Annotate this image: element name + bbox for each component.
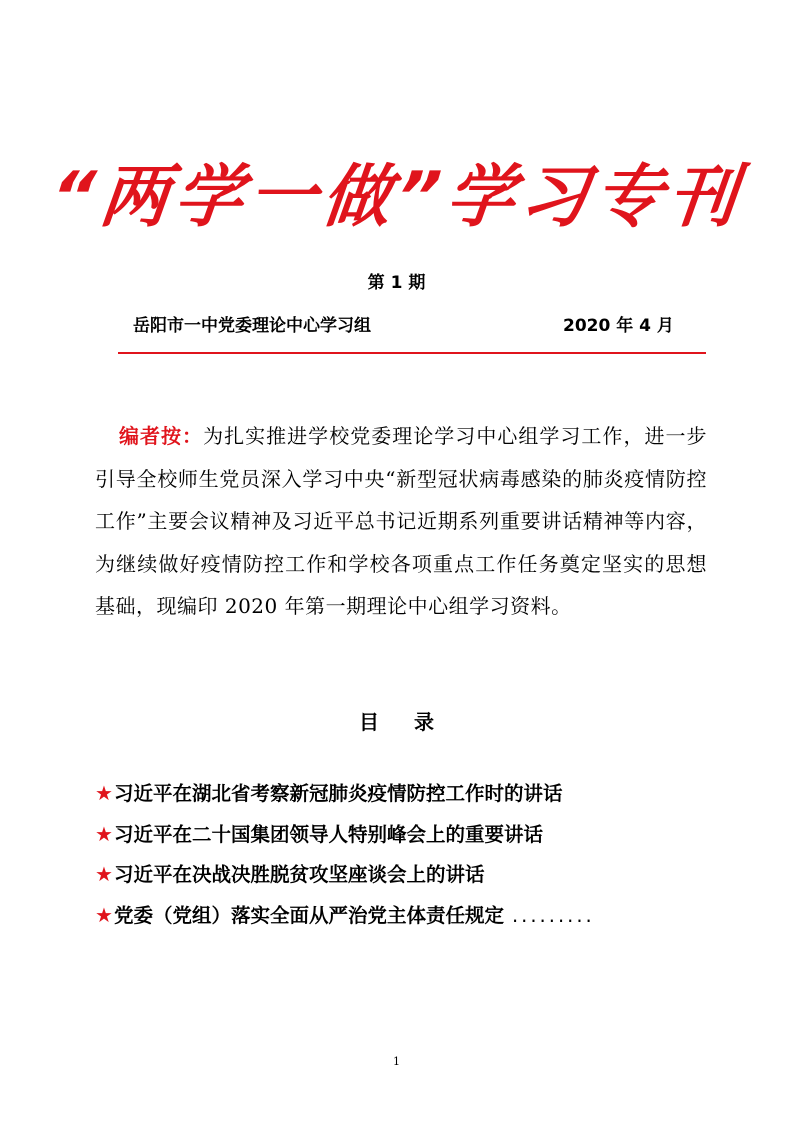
issuing-organization: 岳阳市一中党委理论中心学习组 <box>133 316 371 336</box>
toc-item-text: 党委（党组）落实全面从严治党主体责任规定 <box>113 904 504 928</box>
issue-number: 第 1 期 <box>367 273 426 293</box>
toc-title: 目 录 <box>359 710 434 734</box>
table-of-contents <box>95 773 735 936</box>
editor-note-body: 为扎实推进学校党委理论学习中心组学习工作，进一步引导全校师生党员深入学习中央“新型冠状病毒感染的肺炎疫情防控工作”主要会议精神及习近平总书记近期系列重要讲话精神等内容，为继续做好疫情防控工作和学校各项重点工作任务奠定坚实的思想基础，现编印 2020 年第一期理论中心组学习资料。 <box>95 424 708 618</box>
star-icon: ★ <box>95 862 113 887</box>
star-icon: ★ <box>95 821 113 846</box>
toc-item[interactable] <box>95 814 735 855</box>
toc-item-text: 习近平在二十国集团领导人特别峰会上的重要讲话 <box>113 822 543 846</box>
issue-date: 2020 年 4 月 <box>563 316 674 336</box>
editor-note <box>95 415 707 628</box>
header-divider <box>118 352 706 354</box>
star-icon: ★ <box>95 781 113 805</box>
editor-note-lead: 编者按： <box>119 424 204 448</box>
toc-item[interactable] <box>95 854 735 895</box>
toc-item-text: 习近平在湖北省考察新冠肺炎疫情防控工作时的讲话 <box>113 782 563 805</box>
masthead-title: “两学一做”学习专刊 <box>46 158 747 237</box>
page-number: 1 <box>393 1055 400 1068</box>
toc-item[interactable] <box>95 895 735 936</box>
toc-item-text: 习近平在决战决胜脱贫攻坚座谈会上的讲话 <box>113 863 485 887</box>
toc-item[interactable] <box>95 773 735 814</box>
star-icon: ★ <box>95 903 113 928</box>
toc-item-dots: ......... <box>511 904 595 928</box>
